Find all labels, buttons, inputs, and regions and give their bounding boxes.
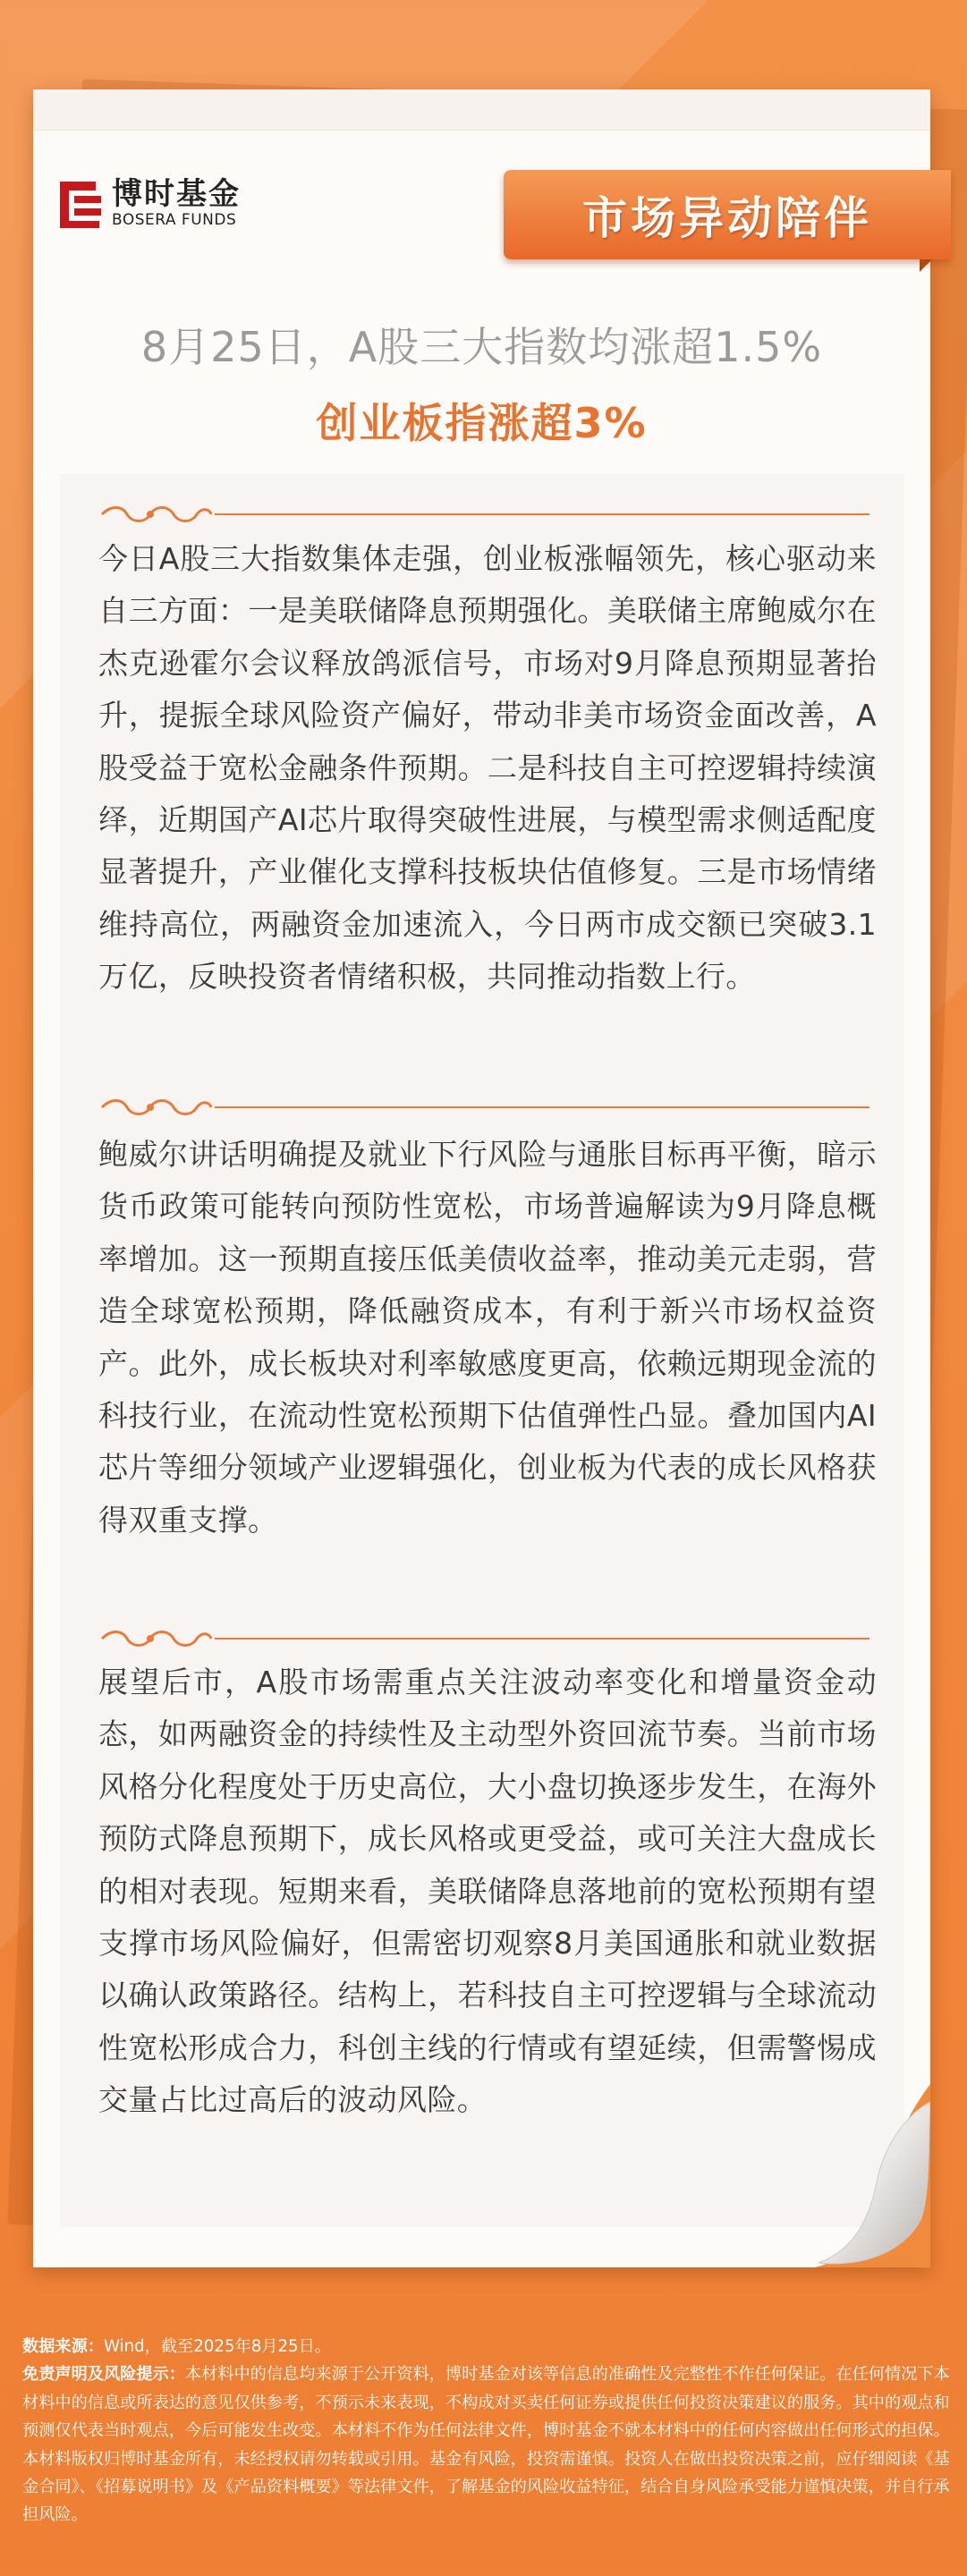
section-badge (504, 170, 951, 259)
paragraph-3: 展望后市，A股市场需重点关注波动率变化和增量资金动态，如两融资金的持续性及主动型外资回流节奏。当前市场风格分化程度处于历史高位，大小盘切换逐步发生，在海外预防式降息预期下，成长风格或更受益，或可关注大盘成长的相对表现。短期来看，美联储降息落地前的宽松预期有望支撑市场风险偏好，但需密切观察8月美国通胀和就业数据以确认政策路径。结构上，若科技自主可控逻辑与全球流动性宽松形成合力，科创主线的行情或有望延续，但需警惕成交量占比过高后的波动风险。 (98, 1665, 877, 2118)
paragraph-2: 鲍威尔讲话明确提及就业下行风险与通胀目标再平衡，暗示货币政策可能转向预防性宽松，市场普遍解读为9月降息概率增加。这一预期直接压低美债收益率，推动美元走弱，营造全球宽松预期，降低融资成本，有利于新兴市场权益资产。此外，成长板块对利率敏感度更高，依赖远期现金流的科技行业，在流动性宽松预期下估值弹性凸显。叠加国内AI芯片等细分领域产业逻辑强化，创业板为代表的成长风格获得双重支撑。 (98, 1137, 877, 1538)
swirl-ornament-icon (98, 504, 215, 525)
page-curl-decoration (805, 2084, 930, 2272)
brand-name-en: BOSERA FUNDS (112, 211, 237, 229)
paragraph-1: 今日A股三大指数集体走强，创业板涨幅领先，核心驱动来自三方面：一是美联储降息预期强化。美联储主席鲍威尔在杰克逊霍尔会议释放鸽派信号，市场对9月降息预期显著抬升，提振全球风险资产偏好，带动非美市场资金面改善，A股受益于宽松金融条件预期。二是科技自主可控逻辑持续演绎，近期国产AI芯片取得突破性进展，与模型需求侧适配度显著提升，产业催化支撑科技板块估值修复。三是市场情绪维持高位，两融资金加速流入，今日两市成交额已突破3.1万亿，反映投资者情绪积极，共同推动指数上行。 (98, 541, 877, 995)
paper-top-band (33, 89, 930, 131)
source-label: 数据来源： (22, 2337, 104, 2356)
footer-disclaimer (22, 2333, 953, 2529)
divider-ornament-2 (98, 1097, 869, 1118)
brand-logo (60, 177, 241, 229)
brand-name-cn: 博时基金 (112, 176, 241, 212)
badge-fold (920, 259, 932, 272)
headline-sub: 创业板指涨超3% (316, 399, 648, 447)
headline-main: 8月25日，A股三大指数均涨超1.5% (140, 323, 823, 371)
bosera-logo-icon (60, 178, 103, 228)
swirl-ornament-icon (98, 1097, 215, 1118)
disclaimer-text: 本材料中的信息均来源于公开资料，博时基金对该等信息的准确性及完整性不作任何保证。在任何情况下本材料中的信息或所表达的意见仅供参考，不预示未来表现，不构成对买卖任何证券或提供任何投资决策建议的服务。其中的观点和预测仅代表当时观点，今后可能发生改变。本材料不作为任何法律文件，博时基金不就本材料中的任何内容做出任何形式的担保。本材料版权归博时基金所有，未经授权请勿转载或引用。基金有风险，投资需谨慎。投资人在做出投资决策之前，应仔细阅读《基金合同》、《招募说明书》及《产品资料概要》等法律文件，了解基金的风险收益特征，结合自身风险承受能力谨慎决策，并自行承担风险。 (22, 2365, 950, 2525)
badge-title: 市场异动陪伴 (582, 191, 872, 244)
source-text: Wind，截至2025年8月25日。 (103, 2337, 331, 2356)
divider-ornament-1 (98, 504, 869, 525)
divider-ornament-3 (98, 1628, 869, 1649)
swirl-ornament-icon (98, 1628, 215, 1649)
disclaimer-label: 免责声明及风险提示： (22, 2365, 185, 2385)
